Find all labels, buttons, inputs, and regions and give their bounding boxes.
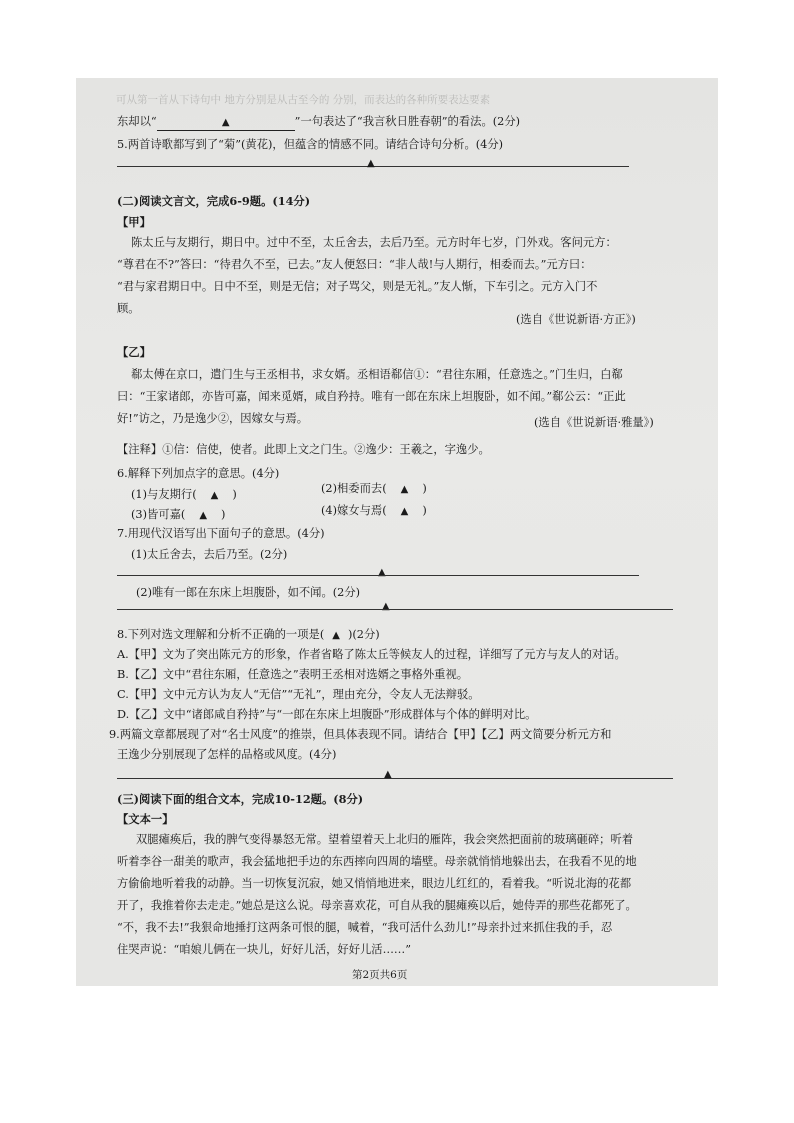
q6-item-label: (1)与友期行( — [131, 488, 197, 501]
q6-item-2[interactable] — [321, 482, 427, 497]
text-1-line: “不，我不去!”我狠命地捶打这两条可恨的腿，喊着，“我可活什么劲儿!”母亲扑过来抓住我的手，忍 — [117, 921, 613, 934]
q4-suffix: ”一句表达了“我言秋日胜春朝”的看法。(2分) — [294, 115, 521, 128]
q8-option-c[interactable]: C.【甲】文中元方认为友人“无信”“无礼”，理由充分，令友人无法辩驳。 — [117, 688, 480, 701]
jia-text-line: 陈太丘与友期行，期日中。过中不至，太丘舍去，去后乃至。元方时年七岁，门外戏。客问元方： — [131, 236, 617, 249]
jia-text-line: 顾。 — [117, 302, 140, 315]
q4-line — [117, 115, 520, 131]
q8-option-a[interactable]: A.【甲】文为了突出陈元方的形象，作者省略了陈太丘等候友人的过程，详细写了元方与友人的对话。 — [117, 648, 626, 661]
q4-answer-blank[interactable] — [157, 115, 295, 131]
section-2-title: (二)阅读文言文，完成6-9题。(14分) — [117, 194, 311, 208]
q7-sentence-2: (2)唯有一郎在东床上坦腹卧，如不闻。(2分) — [136, 586, 361, 599]
q8-stem: 8.下列对选文理解和分析不正确的一项是( — [117, 628, 325, 641]
question-6: 6.解释下列加点字的意思。(4分) — [117, 467, 280, 480]
q9-answer-line[interactable] — [117, 778, 673, 779]
q6-item-close: ) — [232, 488, 237, 501]
text-1-label: 【文本一】 — [117, 812, 174, 826]
q6-item-close: ) — [221, 508, 226, 521]
triangle-marker-icon: ▲ — [400, 484, 409, 495]
q4-prefix: 东却以“ — [117, 115, 157, 128]
triangle-marker-icon: ▲ — [378, 567, 386, 578]
question-8 — [117, 628, 380, 643]
question-7: 7.用现代汉语写出下面句子的意思。(4分) — [117, 527, 325, 540]
q8-option-b[interactable]: B.【乙】文中“君往东厢，任意选之”表明王丞相对选婿之事格外重视。 — [117, 668, 469, 681]
q6-item-4[interactable] — [321, 504, 427, 519]
text-1-line: 听着李谷一甜美的歌声，我会猛地把手边的东西摔向四周的墙壁。母亲就悄悄地躲出去，在我看不见的地 — [117, 855, 637, 868]
jia-text-line: “尊君在不?”答曰：“待君久不至，已去。”友人便怒曰：“非人哉!与人期行，相委而去。”元方曰： — [117, 258, 592, 271]
yi-text-line: 好!”访之，乃是逸少②，因嫁女与焉。 — [117, 412, 309, 425]
triangle-marker-icon: ▲ — [400, 506, 409, 517]
page-footer: 第2页共6页 — [352, 969, 408, 981]
q7-2-answer-line[interactable] — [117, 609, 673, 610]
yi-source: (选自《世说新语·雅量》) — [534, 416, 654, 429]
q6-item-3[interactable] — [131, 508, 225, 523]
annotation-note: 【注释】①信：信使，使者。此即上文之门生。②逸少：王羲之，字逸少。 — [117, 443, 490, 456]
section-3-title: (三)阅读下面的组合文本，完成10-12题。(8分) — [117, 792, 364, 806]
yi-text-line: 郗太傅在京口，遣门生与王丞相书，求女婿。丞相语郗信①：“君往东厢，任意选之。”门生归，白郗 — [131, 368, 623, 381]
q8-points: )(2分) — [347, 628, 380, 641]
triangle-marker-icon: ▲ — [367, 158, 375, 169]
text-1-line: 开了，我推着你去走走。”她总是这么说。母亲喜欢花，可自从我的腿瘫痪以后，她侍弄的那些花都死了。 — [117, 899, 637, 912]
q6-item-1[interactable] — [131, 488, 237, 503]
jia-source: (选自《世说新语·方正》) — [516, 313, 636, 326]
triangle-marker-icon: ▲ — [199, 510, 208, 521]
text-1-line: 方偷偷地听着我的动静。当一切恢复沉寂，她又悄悄地进来，眼边儿红红的，看着我。“听说北海的花都 — [117, 877, 632, 890]
yi-text-line: 曰：“王家诸郎，亦皆可嘉，闻来觅婿，咸自矜持。唯有一郎在东床上坦腹卧，如不闻。”郗公云：“正此 — [117, 390, 626, 403]
question-9-line: 9.两篇文章都展现了对“名士风度”的推崇，但具体表现不同。请结合【甲】【乙】两文简要分析元方和 — [109, 728, 612, 741]
q8-option-d[interactable]: D.【乙】文中“诸郎咸自矜持”与“一郎在东床上坦腹卧”形成群体与个体的鲜明对比。 — [117, 708, 537, 721]
text-1-line: 住哭声说：“咱娘儿俩在一块儿，好好儿活，好好儿活……” — [117, 943, 411, 956]
jia-text-line: “君与家君期日中。日中不至，则是无信；对子骂父，则是无礼。”友人惭，下车引之。元方入门不 — [117, 280, 598, 293]
text-1-line: 双腿瘫痪后，我的脾气变得暴怒无常。望着望着天上北归的雁阵，我会突然把面前的玻璃砸碎；听着 — [136, 833, 634, 846]
exam-page-photo — [76, 78, 718, 986]
triangle-marker-icon: ▲ — [210, 490, 219, 501]
question-9-line: 王逸少分别展现了怎样的品格或风度。(4分) — [117, 748, 337, 761]
q6-item-close: ) — [422, 504, 427, 517]
q6-item-label: (3)皆可嘉( — [131, 508, 186, 521]
triangle-marker-icon: ▲ — [221, 117, 230, 128]
bleed-through-text: 可从第一首从下诗句中 地方分别是从古至今的 分别，而表达的各种所要表达要素 — [116, 94, 491, 106]
q6-item-label: (2)相委而去( — [321, 482, 387, 495]
q7-1-answer-line[interactable] — [117, 575, 639, 576]
q6-item-label: (4)嫁女与焉( — [321, 504, 387, 517]
jia-label: 【甲】 — [117, 215, 151, 229]
triangle-marker-icon: ▲ — [382, 601, 390, 612]
q7-sentence-1: (1)太丘舍去，去后乃至。(2分) — [131, 548, 288, 561]
question-5: 5.两首诗歌都写到了“菊”(黄花)，但蕴含的情感不同。请结合诗句分析。(4分) — [117, 138, 504, 151]
triangle-marker-icon: ▲ — [332, 630, 340, 641]
triangle-marker-icon: ▲ — [384, 769, 392, 780]
yi-label: 【乙】 — [117, 345, 151, 359]
q6-item-close: ) — [422, 482, 427, 495]
